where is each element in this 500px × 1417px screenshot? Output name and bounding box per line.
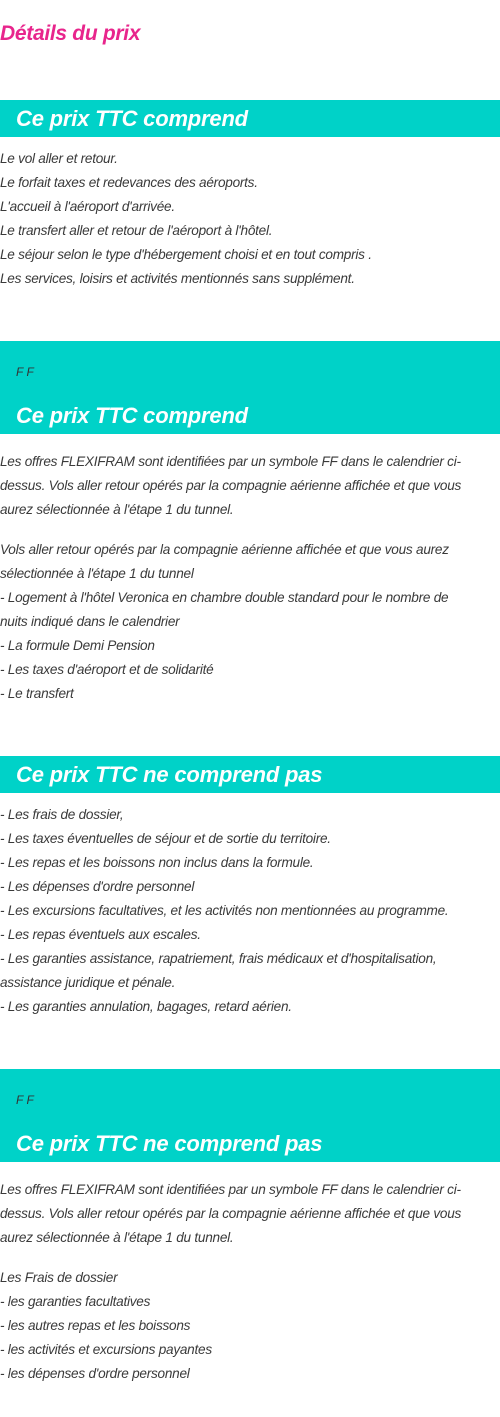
list-item: - les garanties facultatives	[0, 1294, 151, 1309]
section-heading: Ce prix TTC comprend	[16, 106, 248, 131]
list-item: - Les repas et les boissons non inclus dans la formule.	[0, 855, 314, 870]
list-item: Le transfert aller et retour de l'aéroport à l'hôtel.	[0, 223, 273, 238]
list-item: - Les frais de dossier,	[0, 807, 124, 822]
flexifram-intro	[0, 450, 498, 522]
flexifram-intro	[0, 1178, 498, 1250]
list-item: - Les dépenses d'ordre personnel	[0, 879, 195, 894]
section-heading: Ce prix TTC ne comprend pas	[16, 1131, 323, 1156]
paragraph-line: aurez sélectionnée à l'étape 1 du tunnel.	[0, 502, 234, 517]
list-item: Le vol aller et retour.	[0, 151, 118, 166]
list-item: - Les garanties assistance, rapatriement, frais médicaux et d'hospitalisation,	[0, 951, 437, 966]
paragraph-line: dessus. Vols aller retour opérés par la compagnie aérienne affichée et que vous	[0, 1206, 462, 1221]
list-item: L'accueil à l'aéroport d'arrivée.	[0, 199, 175, 214]
section-heading: Ce prix TTC comprend	[16, 403, 248, 428]
ff-symbol: F F	[16, 1093, 34, 1107]
ff-symbol: F F	[16, 365, 34, 379]
list-item: Les services, loisirs et activités mentionnés sans supplément.	[0, 271, 355, 286]
includes-list	[0, 147, 498, 291]
paragraph-line: Les offres FLEXIFRAM sont identifiées par un symbole FF dans le calendrier ci-	[0, 1182, 461, 1197]
list-item: Vols aller retour opérés par la compagnie aérienne affichée et que vous aurez	[0, 542, 449, 557]
excludes-list	[0, 803, 498, 1019]
list-item: - La formule Demi Pension	[0, 638, 155, 653]
section-header-flexifram-excludes	[0, 1069, 500, 1162]
list-item: - Le transfert	[0, 686, 74, 701]
list-item: - Les garanties annulation, bagages, retard aérien.	[0, 999, 292, 1014]
list-item: - les activités et excursions payantes	[0, 1342, 212, 1357]
list-item: - les dépenses d'ordre personnel	[0, 1366, 190, 1381]
section-header-excludes	[0, 756, 500, 793]
list-item: - Les repas éventuels aux escales.	[0, 927, 201, 942]
list-item: Le forfait taxes et redevances des aéroports.	[0, 175, 258, 190]
list-item: Les Frais de dossier	[0, 1270, 118, 1285]
paragraph-line: aurez sélectionnée à l'étape 1 du tunnel.	[0, 1230, 234, 1245]
list-item: - les autres repas et les boissons	[0, 1318, 191, 1333]
list-item: nuits indiqué dans le calendrier	[0, 614, 180, 629]
paragraph-line: dessus. Vols aller retour opérés par la compagnie aérienne affichée et que vous	[0, 478, 462, 493]
list-item: - Logement à l'hôtel Veronica en chambre double standard pour le nombre de	[0, 590, 449, 605]
page-title: Détails du prix	[0, 22, 141, 45]
list-item: sélectionnée à l'étape 1 du tunnel	[0, 566, 194, 581]
list-item: Le séjour selon le type d'hébergement choisi et en tout compris .	[0, 247, 372, 262]
section-header-includes	[0, 100, 500, 137]
list-item: - Les taxes éventuelles de séjour et de sortie du territoire.	[0, 831, 331, 846]
list-item: - Les taxes d'aéroport et de solidarité	[0, 662, 214, 677]
list-item: - Les excursions facultatives, et les activités non mentionnées au programme.	[0, 903, 449, 918]
flexifram-excludes-list	[0, 1266, 498, 1386]
paragraph-line: Les offres FLEXIFRAM sont identifiées par un symbole FF dans le calendrier ci-	[0, 454, 461, 469]
flexifram-includes-list	[0, 538, 498, 706]
section-heading: Ce prix TTC ne comprend pas	[16, 762, 323, 787]
list-item: assistance juridique et pénale.	[0, 975, 176, 990]
section-header-flexifram-includes	[0, 341, 500, 434]
